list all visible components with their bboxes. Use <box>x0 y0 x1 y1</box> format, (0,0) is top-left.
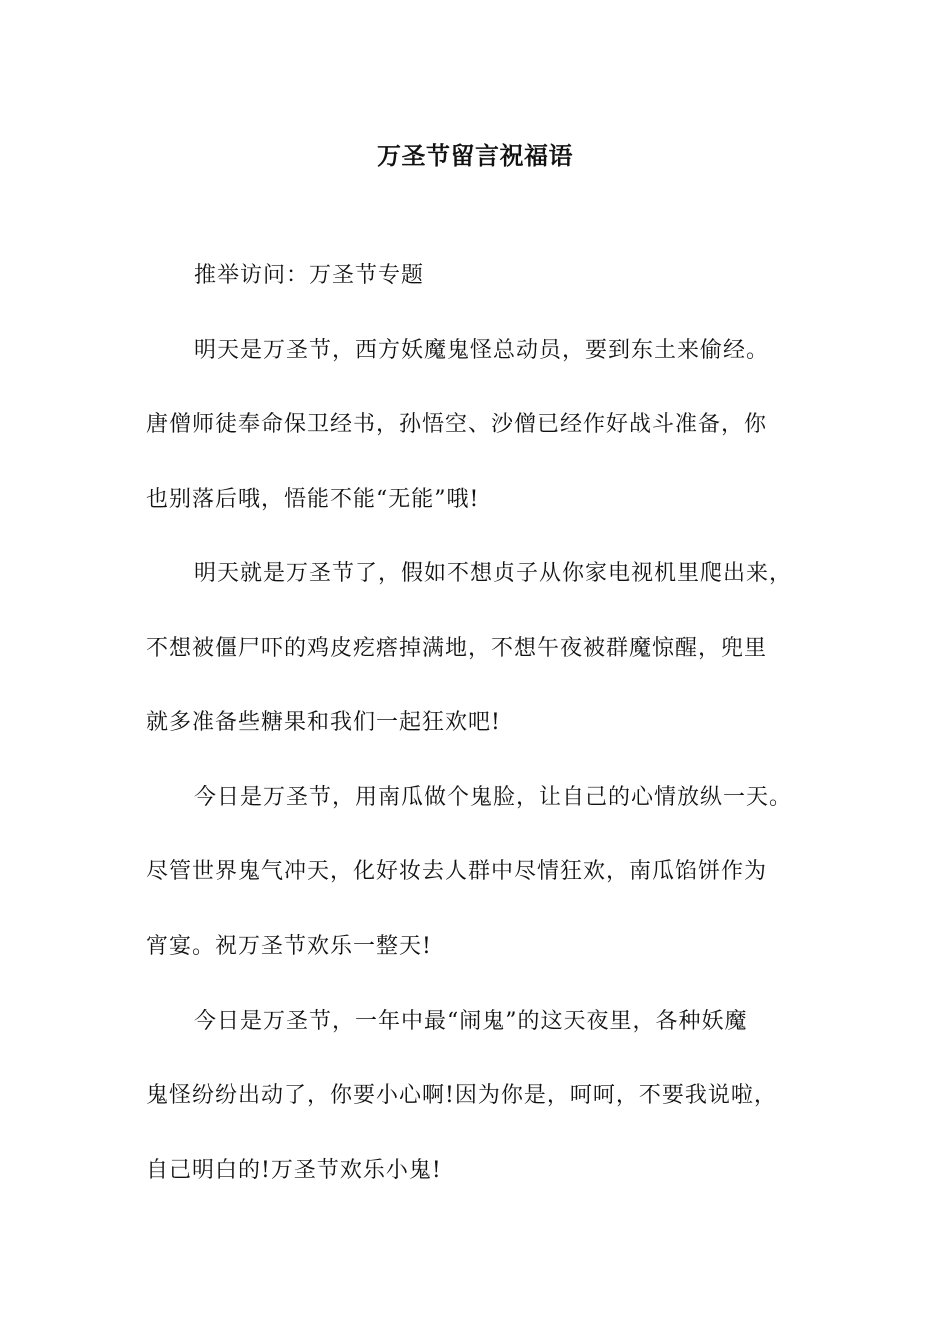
paragraph-4-line-2: 鬼怪纷纷出动了，你要小心啊!因为你是，呵呵，不要我说啦， <box>146 1083 777 1108</box>
paragraph-4-line-3: 自己明白的!万圣节欢乐小鬼! <box>146 1158 442 1183</box>
paragraph-2-line-3: 就多准备些糖果和我们一起狂欢吧! <box>146 710 501 735</box>
paragraph-1-line-2: 唐僧师徒奉命保卫经书，孙悟空、沙僧已经作好战斗准备，你 <box>146 412 768 437</box>
paragraph-3-line-1: 今日是万圣节，用南瓜做个鬼脸，让自己的心情放纵一天。 <box>194 785 793 810</box>
recommend-line: 推举访问：万圣节专题 <box>194 263 425 288</box>
paragraph-1-line-1: 明天是万圣节，西方妖魔鬼怪总动员，要到东土来偷经。 <box>194 338 770 363</box>
paragraph-1-line-3: 也别落后哦，悟能不能“无能”哦! <box>146 487 480 512</box>
paragraph-3-line-3: 宵宴。祝万圣节欢乐一整天! <box>146 934 432 959</box>
paragraph-3-line-2: 尽管世界鬼气冲天，化好妆去人群中尽情狂欢，南瓜馅饼作为 <box>146 859 768 884</box>
document-title: 万圣节留言祝福语 <box>377 141 573 170</box>
paragraph-2-line-1: 明天就是万圣节了，假如不想贞子从你家电视机里爬出来， <box>194 561 793 586</box>
paragraph-2-line-2: 不想被僵尸吓的鸡皮疙瘩掉满地，不想午夜被群魔惊醒，兜里 <box>146 636 768 661</box>
paragraph-4-line-1: 今日是万圣节，一年中最“闹鬼”的这天夜里，各种妖魔 <box>194 1009 748 1034</box>
